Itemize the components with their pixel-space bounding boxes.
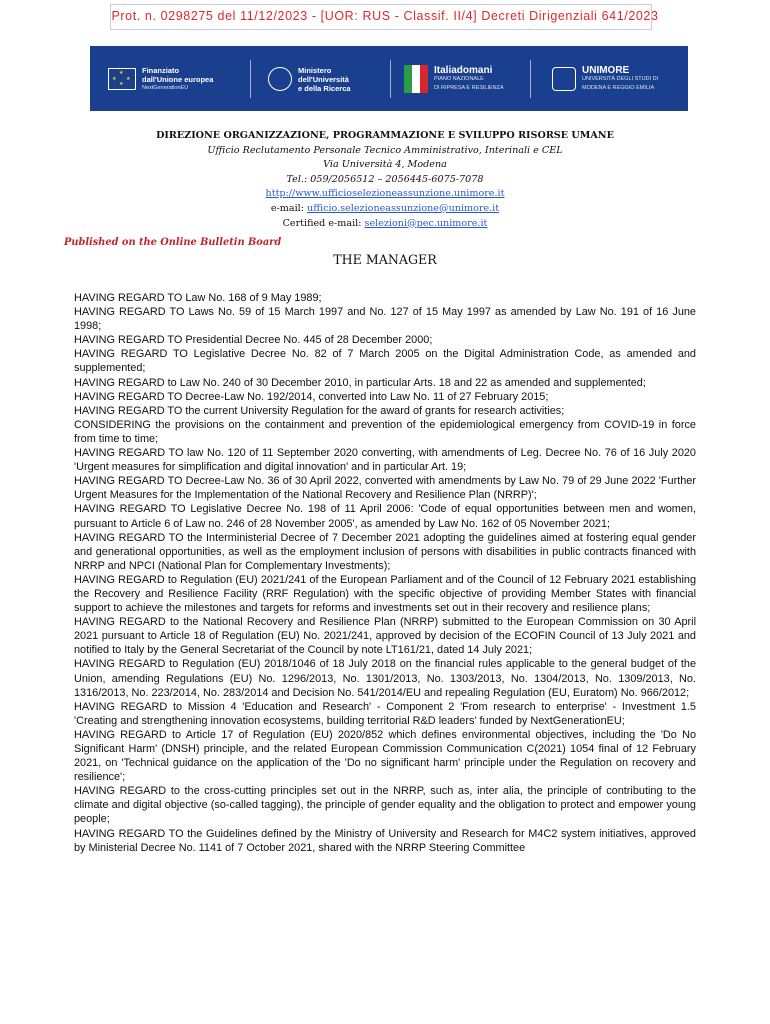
recital-paragraph: HAVING REGARD TO the current University Regulation for the award of grants for research activities; — [74, 404, 565, 417]
recital-paragraph: HAVING REGARD to Law No. 240 of 30 December 2010, in particular Arts. 18 and 22 as amended and supplemented; — [74, 376, 646, 389]
letterhead — [0, 129, 770, 231]
recital-paragraph: HAVING REGARD TO Legislative Decree No. 82 of 7 March 2005 on the Digital Administration Code, as amended and supplemented; — [74, 348, 696, 375]
recital-paragraph: HAVING REGARD TO the Guidelines defined by the Ministry of University and Research for M4C2 system initiatives, approved by Ministerial Decree No. 1141 of 7 October 2021, shared with the NRRP Steering Committee — [74, 827, 696, 854]
recital-paragraph: HAVING REGARD to Regulation (EU) 2021/241 of the European Parliament and of the Council of 12 February 2021 establishing the Recovery and Resilience Facility (RRF Regulation) with the specific objective of providing Member States with financial support to achieve the milestones and targets for reforms and investments set out in their recovery and resilience plans; — [74, 573, 696, 615]
pec-link[interactable]: selezioni@pec.unimore.it — [364, 217, 488, 229]
recital-paragraph: HAVING REGARD to Mission 4 'Education and Research' - Component 2 'From research to enterprise' - Investment 1.5 'Creating and strengthening innovation ecosystems, building territorial R&D leaders' funded by NextGenerationEU; — [74, 700, 696, 727]
document-body — [74, 291, 696, 855]
pec-line: Certified e-mail: selezioni@pec.unimore.it — [282, 217, 488, 229]
recital-paragraph: HAVING REGARD TO Legislative Decree No. 198 of 11 April 2006: 'Code of equal opportunities between men and women, pursuant to Article 6 of Law no. 246 of 28 November 2005', as amended by Law No. 162 of 05 November 2021; — [74, 503, 696, 530]
banner-divider — [530, 60, 531, 98]
italiadomani-logo: Italiadomani PIANO NAZIONALE DI RIPRESA E RESILIENZA — [404, 60, 504, 98]
ministry-logo: Ministero dell'Università e della Ricerca — [268, 60, 351, 98]
recital-paragraph: HAVING REGARD TO the Interministerial Decree of 7 December 2021 adopting the guidelines aimed at fostering equal gender and generational opportunities, as well as the employment inclusion of persons with disabilities in public contracts financed with NRRP and NPCI (National Plan for Complementary Investments); — [74, 531, 696, 572]
republic-emblem-icon — [268, 67, 292, 91]
office-address: Via Università 4, Modena — [323, 159, 447, 171]
recital-paragraph: HAVING REGARD TO Decree-Law No. 36 of 30 April 2022, converted with amendments by Law No. 79 of 29 June 2022 'Further Urgent Measures for the Implementation of the National Recovery and Resilience Plan (NRRP)'; — [74, 475, 696, 502]
bulletin-note: Published on the Online Bulletin Board — [64, 237, 282, 248]
recital-paragraph: HAVING REGARD to Article 17 of Regulation (EU) 2020/852 which defines environmental objectives, including the 'Do No Significant Harm' (DNSH) principle, and the related European Commission Communication C(2021) 1054 final of 12 February 2021, on 'Technical guidance on the application of the 'Do no significant harm' principle under the Regulation on recovery and resilience'; — [74, 728, 696, 784]
protocol-stamp: Prot. n. 0298275 del 11/12/2023 - [UOR: RUS - Classif. II/4] Decreti Dirigenziali 641/2023 — [111, 9, 659, 23]
office-name: Ufficio Reclutamento Personale Tecnico Amministrativo, Interinali e CEL — [207, 144, 563, 156]
eu-funding-logo: ★ ★ ★ ★ Finanziato dall'Unione europea NextGenerationEU — [108, 60, 213, 98]
unimore-logo: UNIMORE UNIVERSITÀ DEGLI STUDI DI MODENA E REGGIO EMILIA — [552, 60, 658, 98]
recital-paragraph: HAVING REGARD TO law No. 120 of 11 September 2020 converting, with amendments of Leg. Decree No. 76 of 16 July 2020 'Urgent measures for simplification and digital innovation' and in particular Art. 19; — [74, 447, 696, 474]
email-link[interactable]: ufficio.selezioneassunzione@unimore.it — [307, 202, 500, 214]
recital-paragraph: HAVING REGARD to the cross-cutting principles set out in the NRRP, such as, inter alia, the principle of contributing to the climate and digital objective (so-called tagging), the principle of gender equality and the obligation to protect and empower young people; — [74, 785, 696, 826]
recital-paragraph: HAVING REGARD TO Presidential Decree No. 445 of 28 December 2000; — [74, 334, 433, 347]
office-phone: Tel.: 059/2056512 – 2056445-6075-7078 — [286, 173, 484, 185]
italian-flag-icon — [404, 65, 428, 93]
banner-divider — [250, 60, 251, 98]
eu-flag-icon: ★ ★ ★ ★ — [108, 68, 136, 90]
document-title: THE MANAGER — [333, 252, 437, 267]
recital-paragraph: CONSIDERING the provisions on the containment and prevention of the epidemiological emergency from COVID-19 in force from time to time; — [74, 418, 696, 445]
recital-paragraph: HAVING REGARD TO Law No. 168 of 9 May 1989; — [74, 292, 322, 304]
recital-paragraph: HAVING REGARD TO Decree-Law No. 192/2014, converted into Law No. 11 of 27 February 2015; — [74, 390, 549, 403]
email-line: e-mail: ufficio.selezioneassunzione@unimore.it — [270, 202, 500, 214]
unimore-emblem-icon — [552, 67, 576, 91]
recital-paragraph: HAVING REGARD TO Laws No. 59 of 15 March 1997 and No. 127 of 15 May 1997 as amended by Law No. 191 of 16 June 1998; — [74, 306, 696, 333]
recital-paragraph: HAVING REGARD to Regulation (EU) 2018/1046 of 18 July 2018 on the financial rules applicable to the general budget of the Union, amending Regulations (EU) No. 1296/2013, No. 1301/2013, No. 1303/2013, No. 1304/2013, No. 1309/2013, No. 1316/2013, No. 223/2014, No. 283/2014 and Decision No. 541/2014/EU and repealing Regulation (EU, Euratom) No. 966/2012; — [74, 658, 696, 699]
recital-paragraph: HAVING REGARD to the National Recovery and Resilience Plan (NRRP) submitted to the European Commission on 30 April 2021 pursuant to Article 18 of Regulation (EU) No. 2021/241, approved by decision of the ECOFIN Council of 13 July 2021 and notified to Italy by the General Secretariat of the Council by note LT161/21, dated 14 July 2021; — [74, 616, 696, 657]
banner-divider — [390, 60, 391, 98]
directorate-name: DIREZIONE ORGANIZZAZIONE, PROGRAMMAZIONE E SVILUPPO RISORSE UMANE — [156, 130, 614, 141]
funding-logos-banner — [90, 46, 688, 111]
website-link[interactable]: http://www.ufficioselezioneassunzione.unimore.it — [265, 188, 505, 200]
